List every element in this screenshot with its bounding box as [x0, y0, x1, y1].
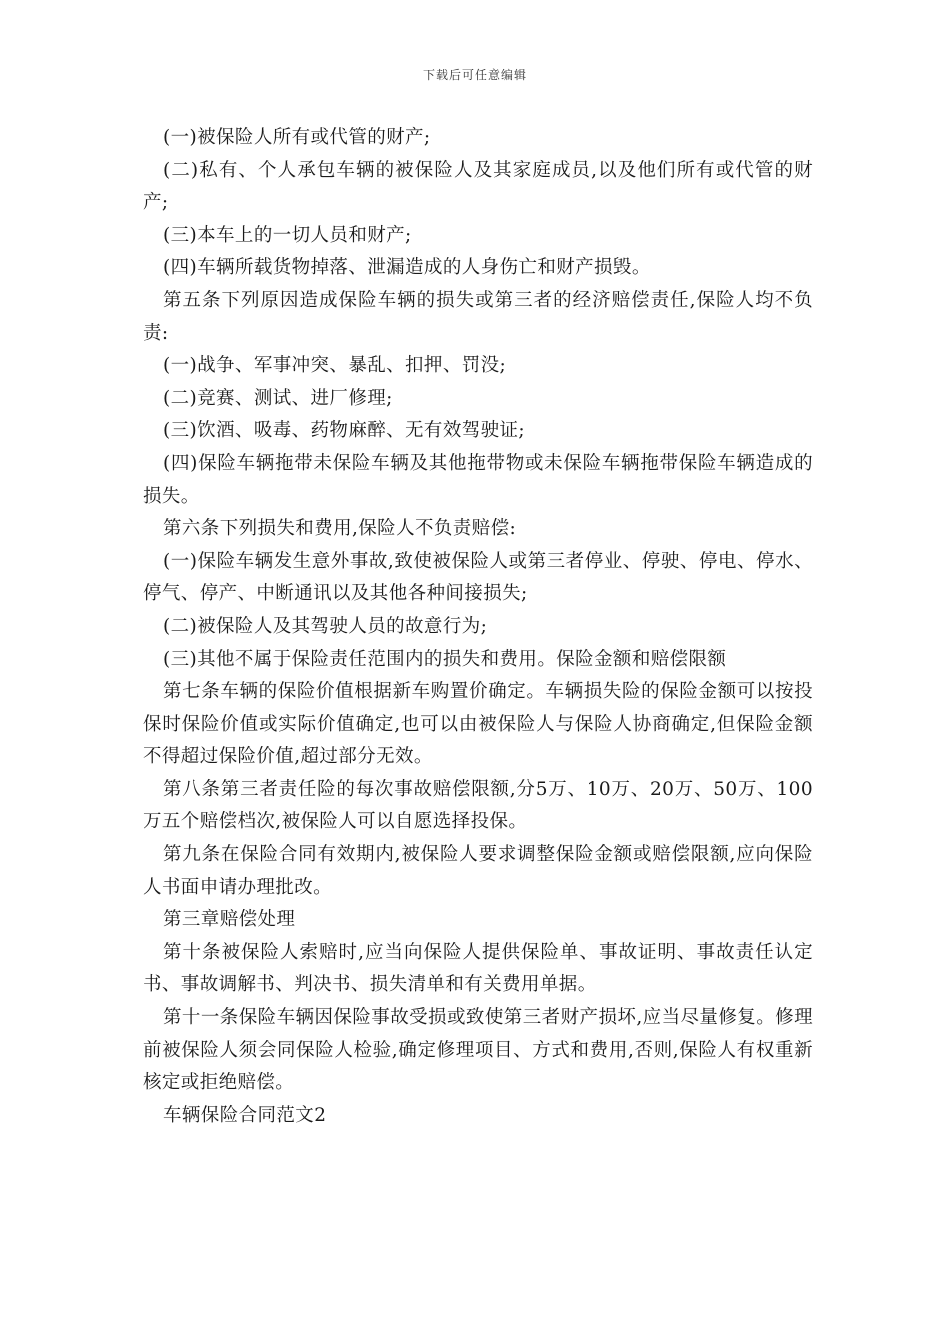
- paragraph: 第八条第三者责任险的每次事故赔偿限额,分5万、10万、20万、50万、100万五个赔偿档次,被保险人可以自愿选择投保。: [143, 778, 813, 833]
- paragraph: (一)保险车辆发生意外事故,致使被保险人或第三者停业、停驶、停电、停水、停气、停产、中断通讯以及其他各种间接损失;: [143, 550, 813, 605]
- paragraph: (三)其他不属于保险责任范围内的损失和费用。保险金额和赔偿限额: [163, 648, 727, 670]
- page-header: 下载后可任意编辑: [422, 68, 527, 82]
- paragraph: 第十条被保险人索赔时,应当向保险人提供保险单、事故证明、事故责任认定书、事故调解书、判决书、损失清单和有关费用单据。: [143, 941, 813, 996]
- paragraph: 第五条下列原因造成保险车辆的损失或第三者的经济赔偿责任,保险人均不负责:: [143, 289, 813, 344]
- paragraph: (一)被保险人所有或代管的财产;: [163, 127, 431, 148]
- paragraph: 第六条下列损失和费用,保险人不负责赔偿:: [163, 518, 517, 540]
- section-title: 车辆保险合同范文2: [163, 1104, 327, 1126]
- paragraph: (二)私有、个人承包车辆的被保险人及其家庭成员,以及他们所有或代管的财产;: [143, 159, 813, 214]
- paragraph: (四)车辆所载货物掉落、泄漏造成的人身伤亡和财产损毁。: [163, 257, 651, 279]
- paragraph: 第七条车辆的保险价值根据新车购置价确定。车辆损失险的保险金额可以按投保时保险价值或实际价值确定,也可以由被保险人与保险人协商确定,但保险金额不得超过保险价值,超过部分无效。: [143, 681, 813, 768]
- paragraph: (一)战争、军事冲突、暴乱、扣押、罚没;: [163, 355, 507, 377]
- paragraph: (二)竞赛、测试、进厂修理;: [163, 387, 393, 409]
- paragraph: 第九条在保险合同有效期内,被保险人要求调整保险金额或赔偿限额,应向保险人书面申请办理批改。: [143, 844, 813, 898]
- paragraph: (三)饮酒、吸毒、药物麻醉、无有效驾驶证;: [163, 420, 526, 442]
- paragraph: (三)本车上的一切人员和财产;: [163, 224, 412, 246]
- paragraph: (二)被保险人及其驾驶人员的故意行为;: [163, 615, 488, 637]
- chapter-heading: 第三章赔偿处理: [163, 909, 296, 931]
- paragraph: (四)保险车辆拖带未保险车辆及其他拖带物或未保险车辆拖带保险车辆造成的损失。: [143, 452, 813, 507]
- paragraph: 第十一条保险车辆因保险事故受损或致使第三者财产损坏,应当尽量修复。修理前被保险人须会同保险人检验,确定修理项目、方式和费用,否则,保险人有权重新核定或拒绝赔偿。: [143, 1007, 813, 1094]
- document-body: [143, 122, 813, 1132]
